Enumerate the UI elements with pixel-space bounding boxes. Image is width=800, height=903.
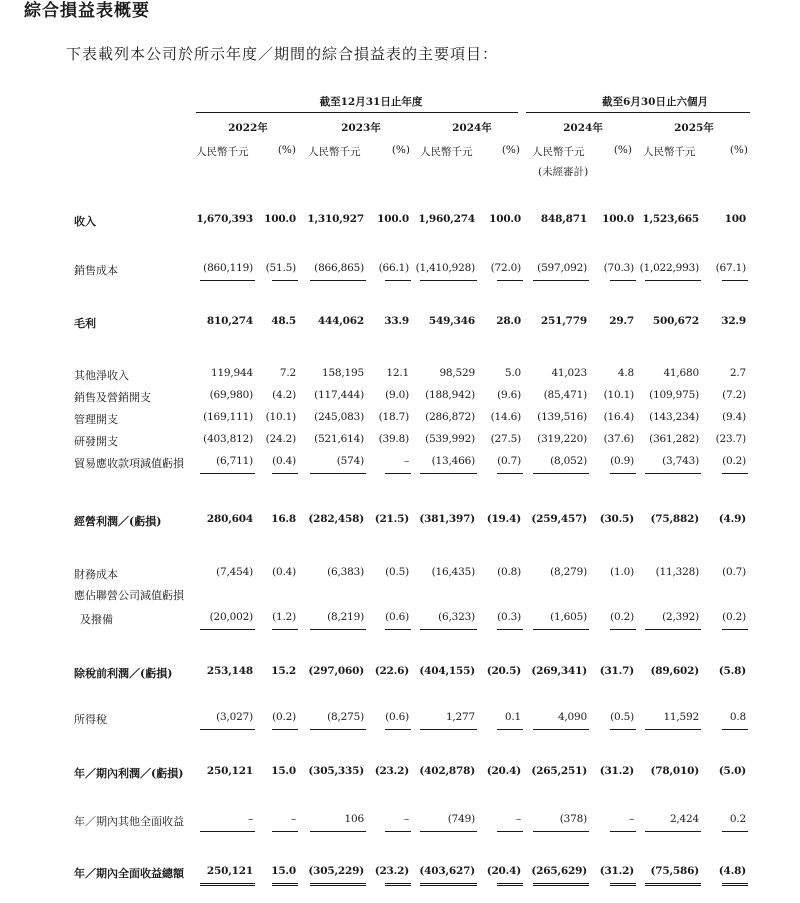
table-cell: (0.3) (497, 611, 521, 623)
table-cell: (1,605) (550, 611, 587, 623)
row-label: 財務成本 (74, 568, 118, 581)
subtotal-rule (385, 280, 411, 281)
table-cell: 253,148 (206, 665, 253, 677)
table-cell: 15.2 (271, 665, 296, 677)
table-cell: (749) (447, 813, 475, 825)
table-cell: 15.0 (271, 865, 296, 877)
table-cell: (4.9) (718, 513, 746, 525)
table-cell: 12.1 (386, 367, 409, 379)
subtotal-rule (310, 280, 366, 281)
period-half-rule (526, 112, 750, 113)
row-label: 銷售成本 (74, 264, 118, 277)
table-cell: 100 (724, 213, 746, 225)
total-double-rule (645, 883, 701, 886)
row-label: 銷售及營銷開支 (74, 391, 151, 404)
table-cell: (0.2) (610, 611, 634, 623)
table-cell: (259,457) (531, 513, 587, 525)
table-cell: (0.4) (272, 566, 296, 578)
total-double-rule (420, 883, 477, 886)
table-cell: (51.5) (265, 262, 296, 274)
table-cell: 100.0 (602, 213, 634, 225)
subtotal-rule (200, 629, 255, 630)
subtotal-rule (610, 831, 636, 832)
table-cell: 0.2 (729, 813, 746, 825)
table-cell: (3,027) (216, 711, 253, 723)
table-cell: 41,680 (663, 367, 699, 379)
table-cell: (6,323) (438, 611, 475, 623)
subtotal-rule (533, 473, 589, 474)
table-cell: (9.6) (497, 389, 521, 401)
table-cell: (403,627) (419, 865, 475, 877)
table-cell: (286,872) (425, 411, 475, 423)
table-cell: 250,121 (206, 865, 253, 877)
table-cell: (169,111) (203, 411, 253, 423)
table-cell: 848,871 (540, 213, 587, 225)
subtotal-rule (610, 473, 636, 474)
table-cell: (0.5) (385, 566, 409, 578)
subtotal-rule (610, 280, 636, 281)
table-cell: (30.5) (599, 513, 634, 525)
table-cell: (85,471) (543, 389, 587, 401)
subtotal-rule (420, 629, 477, 630)
table-cell: 158,195 (321, 367, 364, 379)
subtotal-rule (272, 831, 298, 832)
period-year-header (316, 94, 426, 109)
subtotal-rule (272, 729, 298, 730)
unit-2024: 人民幣千元 (420, 146, 473, 158)
row-label: 經營利潤／(虧損) (74, 515, 162, 528)
table-cell: (89,602) (650, 665, 699, 677)
period-year-rule (196, 112, 518, 113)
subtotal-rule (385, 729, 411, 730)
table-cell: (7,454) (216, 566, 253, 578)
table-cell: (305,335) (308, 765, 364, 777)
row-label: 研發開支 (74, 435, 118, 448)
table-cell: 32.9 (721, 315, 746, 327)
total-double-rule (385, 883, 411, 886)
table-cell: (31.2) (599, 865, 634, 877)
subtotal-rule (497, 473, 523, 474)
unaudited-note: (未經審計) (538, 166, 589, 178)
table-cell: (21.5) (374, 513, 409, 525)
table-cell: – (247, 813, 253, 825)
subtotal-rule (645, 629, 701, 630)
table-cell: (361,282) (649, 433, 699, 445)
table-cell: 4.8 (617, 367, 634, 379)
table-cell: (67.1) (715, 262, 746, 274)
subtotal-rule (645, 831, 701, 832)
table-cell: (23.2) (374, 765, 409, 777)
subtotal-rule (310, 473, 366, 474)
table-cell: 119,944 (210, 367, 253, 379)
row-label: 年／期內利潤／(虧損) (74, 767, 184, 780)
table-cell: (0.7) (497, 455, 521, 467)
unit-2022: 人民幣千元 (196, 146, 249, 158)
subtotal-rule (533, 280, 589, 281)
table-cell: (27.5) (490, 433, 521, 445)
row-label: 其他淨收入 (74, 369, 129, 382)
table-cell: (282,458) (308, 513, 364, 525)
subtotal-rule (385, 473, 411, 474)
table-cell: 1,670,393 (196, 213, 253, 225)
table-cell: 5.0 (504, 367, 521, 379)
table-cell: (139,516) (537, 411, 587, 423)
table-cell: (117,444) (314, 389, 364, 401)
row-label: 所得稅 (74, 713, 107, 726)
table-cell: (574) (336, 455, 364, 467)
table-cell: – (403, 813, 409, 825)
table-cell: (14.6) (490, 411, 521, 423)
subtotal-rule (200, 280, 255, 281)
unit-2023: 人民幣千元 (308, 146, 361, 158)
table-cell: (23.2) (374, 865, 409, 877)
pct-2022: (%) (277, 144, 296, 156)
table-cell: (16.4) (603, 411, 634, 423)
table-cell: 29.7 (609, 315, 634, 327)
subtotal-rule (610, 729, 636, 730)
subtotal-rule (200, 729, 255, 730)
table-cell: 48.5 (271, 315, 296, 327)
table-cell: (6,383) (327, 566, 364, 578)
subtotal-rule (722, 629, 748, 630)
subtotal-rule (722, 729, 748, 730)
subtotal-rule (272, 629, 298, 630)
table-cell: (16,435) (431, 566, 475, 578)
table-cell: (31.2) (599, 765, 634, 777)
row-label: 收入 (74, 215, 96, 228)
table-cell: (9.4) (722, 411, 746, 423)
table-cell: (265,629) (531, 865, 587, 877)
table-cell: (0.2) (722, 455, 746, 467)
table-cell: (11,328) (655, 566, 699, 578)
year-2022: 2022年 (228, 122, 268, 134)
table-cell: (69,980) (209, 389, 253, 401)
table-cell: (297,060) (308, 665, 364, 677)
pct-2024: (%) (501, 144, 520, 156)
table-cell: (539,992) (425, 433, 475, 445)
table-cell: (39.8) (378, 433, 409, 445)
table-cell: (265,251) (531, 765, 587, 777)
row-label: 年／期內全面收益總額 (74, 867, 184, 880)
table-cell: (8,219) (327, 611, 364, 623)
table-cell: (10.1) (265, 411, 296, 423)
table-cell: (404,155) (419, 665, 475, 677)
table-cell: (0.4) (272, 455, 296, 467)
table-cell: (72.0) (490, 262, 521, 274)
table-cell: (7.2) (722, 389, 746, 401)
total-double-rule (722, 883, 748, 886)
table-cell: 1,960,274 (418, 213, 475, 225)
table-cell: 444,062 (317, 315, 364, 327)
subtotal-rule (310, 831, 366, 832)
subtotal-rule (200, 473, 255, 474)
table-cell: (22.6) (374, 665, 409, 677)
subtotal-rule (533, 729, 589, 730)
table-cell: 2.7 (729, 367, 746, 379)
subtotal-rule (272, 473, 298, 474)
subtotal-rule (272, 280, 298, 281)
table-cell: (31.7) (599, 665, 634, 677)
table-cell: (10.1) (603, 389, 634, 401)
table-cell: 28.0 (496, 315, 521, 327)
subtotal-rule (420, 729, 477, 730)
table-cell: (269,341) (531, 665, 587, 677)
year-2024-half: 2024年 (563, 122, 603, 134)
table-cell: (403,812) (203, 433, 253, 445)
unit-2025-half: 人民幣千元 (643, 146, 696, 158)
subtotal-rule (420, 280, 477, 281)
subtotal-rule (420, 473, 477, 474)
subtotal-rule (497, 280, 523, 281)
table-cell: (3,743) (662, 455, 699, 467)
table-cell: (18.7) (378, 411, 409, 423)
subtotal-rule (385, 831, 411, 832)
table-cell: 11,592 (663, 711, 699, 723)
table-cell: 4,090 (557, 711, 587, 723)
table-cell: (5.8) (718, 665, 746, 677)
table-cell: 1,523,665 (642, 213, 699, 225)
table-cell: (4.8) (718, 865, 746, 877)
row-label: 管理開支 (74, 413, 118, 426)
row-label: 毛利 (74, 317, 96, 330)
table-cell: (305,229) (308, 865, 364, 877)
table-cell: (75,586) (650, 865, 699, 877)
table-cell: (860,119) (203, 262, 253, 274)
pct-2024-half: (%) (613, 144, 632, 156)
row-label: 除稅前利潤／(虧損) (74, 667, 173, 680)
subtotal-rule (610, 629, 636, 630)
table-cell: (378) (559, 813, 587, 825)
table-cell: (188,942) (425, 389, 475, 401)
table-cell: (13,466) (431, 455, 475, 467)
total-double-rule (310, 883, 366, 886)
pct-2025-half: (%) (729, 144, 748, 156)
table-cell: (6,711) (216, 455, 253, 467)
year-2023: 2023年 (341, 122, 381, 134)
table-cell: (75,882) (650, 513, 699, 525)
total-double-rule (272, 883, 298, 886)
subtotal-rule (533, 831, 589, 832)
row-label-continued: 及撥備 (80, 613, 113, 626)
total-double-rule (497, 883, 523, 886)
table-cell: (1,022,993) (639, 262, 699, 274)
subtotal-rule (645, 729, 701, 730)
subtotal-rule (200, 831, 255, 832)
table-cell: (1.2) (272, 611, 296, 623)
table-cell: 500,672 (652, 315, 699, 327)
period-year-label: 截至12月31日止年度 (319, 96, 423, 108)
table-cell: 98,529 (439, 367, 475, 379)
table-cell: – (628, 813, 634, 825)
table-cell: (8,279) (550, 566, 587, 578)
table-cell: 41,023 (551, 367, 587, 379)
table-cell: (70.3) (603, 262, 634, 274)
table-cell: 0.8 (729, 711, 746, 723)
pct-2023: (%) (391, 144, 410, 156)
table-cell: 251,779 (540, 315, 587, 327)
table-cell: (0.7) (722, 566, 746, 578)
table-cell: (143,234) (649, 411, 699, 423)
table-cell: (78,010) (650, 765, 699, 777)
table-cell: 2,424 (669, 813, 699, 825)
table-cell: (9.0) (385, 389, 409, 401)
table-cell: (0.2) (272, 711, 296, 723)
subtotal-rule (310, 729, 366, 730)
table-cell: (0.8) (497, 566, 521, 578)
table-cell: – (290, 813, 296, 825)
table-cell: 16.8 (271, 513, 296, 525)
table-cell: 100.0 (264, 213, 296, 225)
subtotal-rule (722, 831, 748, 832)
table-cell: 100.0 (489, 213, 521, 225)
subtotal-rule (497, 729, 523, 730)
table-cell: (2,392) (662, 611, 699, 623)
year-2024: 2024年 (452, 122, 492, 134)
table-cell: 1,310,927 (307, 213, 364, 225)
year-2025-half: 2025年 (674, 122, 714, 134)
table-cell: 33.9 (384, 315, 409, 327)
table-cell: 1,277 (445, 711, 475, 723)
table-cell: (20,002) (209, 611, 253, 623)
table-cell: (19.4) (486, 513, 521, 525)
table-cell: (319,220) (537, 433, 587, 445)
table-cell: – (515, 813, 521, 825)
table-cell: (37.6) (603, 433, 634, 445)
unit-2024-half: 人民幣千元 (532, 146, 585, 158)
table-cell: (521,614) (314, 433, 364, 445)
table-cell: 250,121 (206, 765, 253, 777)
subtotal-rule (310, 629, 366, 630)
table-cell: (381,397) (419, 513, 475, 525)
table-cell: (1,410,928) (415, 262, 475, 274)
table-cell: 15.0 (271, 765, 296, 777)
subtotal-rule (497, 831, 523, 832)
table-cell: (24.2) (265, 433, 296, 445)
table-cell: (245,083) (314, 411, 364, 423)
table-cell: (597,092) (537, 262, 587, 274)
table-cell: 7.2 (279, 367, 296, 379)
table-cell: 549,346 (428, 315, 475, 327)
total-double-rule (533, 883, 589, 886)
intro-text: 下表載列本公司於所示年度／期間的綜合損益表的主要項目： (66, 45, 499, 63)
table-cell: 100.0 (377, 213, 409, 225)
table-cell: (20.5) (486, 665, 521, 677)
table-cell: (0.9) (610, 455, 634, 467)
table-cell: (8,275) (327, 711, 364, 723)
table-cell: (1.0) (610, 566, 634, 578)
subtotal-rule (420, 831, 477, 832)
period-half-header (596, 94, 714, 109)
subtotal-rule (497, 629, 523, 630)
table-cell: – (403, 455, 409, 467)
subtotal-rule (533, 629, 589, 630)
row-label: 應佔聯營公司減值虧損 (74, 589, 184, 602)
table-cell: (0.6) (385, 611, 409, 623)
table-cell: (0.2) (722, 611, 746, 623)
table-cell: (5.0) (718, 765, 746, 777)
table-cell: (20.4) (486, 865, 521, 877)
subtotal-rule (385, 629, 411, 630)
period-half-label: 截至6月30日止六個月 (602, 96, 708, 108)
subtotal-rule (722, 280, 748, 281)
table-cell: (402,878) (419, 765, 475, 777)
table-cell: (0.5) (610, 711, 634, 723)
table-cell: 810,274 (206, 315, 253, 327)
table-cell: (0.6) (385, 711, 409, 723)
table-cell: (8,052) (550, 455, 587, 467)
total-double-rule (610, 883, 636, 886)
table-cell: 0.1 (504, 711, 521, 723)
table-cell: (66.1) (378, 262, 409, 274)
total-double-rule (200, 883, 255, 886)
subtotal-rule (645, 473, 701, 474)
table-cell: (20.4) (486, 765, 521, 777)
row-label: 年／期內其他全面收益 (74, 815, 184, 828)
table-cell: 280,604 (206, 513, 253, 525)
section-title: 綜合損益表概要 (24, 1, 150, 21)
table-cell: (866,865) (314, 262, 364, 274)
subtotal-rule (645, 280, 701, 281)
subtotal-rule (722, 473, 748, 474)
table-cell: (4.2) (272, 389, 296, 401)
table-cell: (23.7) (715, 433, 746, 445)
row-label: 貿易應收款項減值虧損 (74, 457, 184, 470)
table-cell: 106 (344, 813, 364, 825)
table-cell: (109,975) (649, 389, 699, 401)
